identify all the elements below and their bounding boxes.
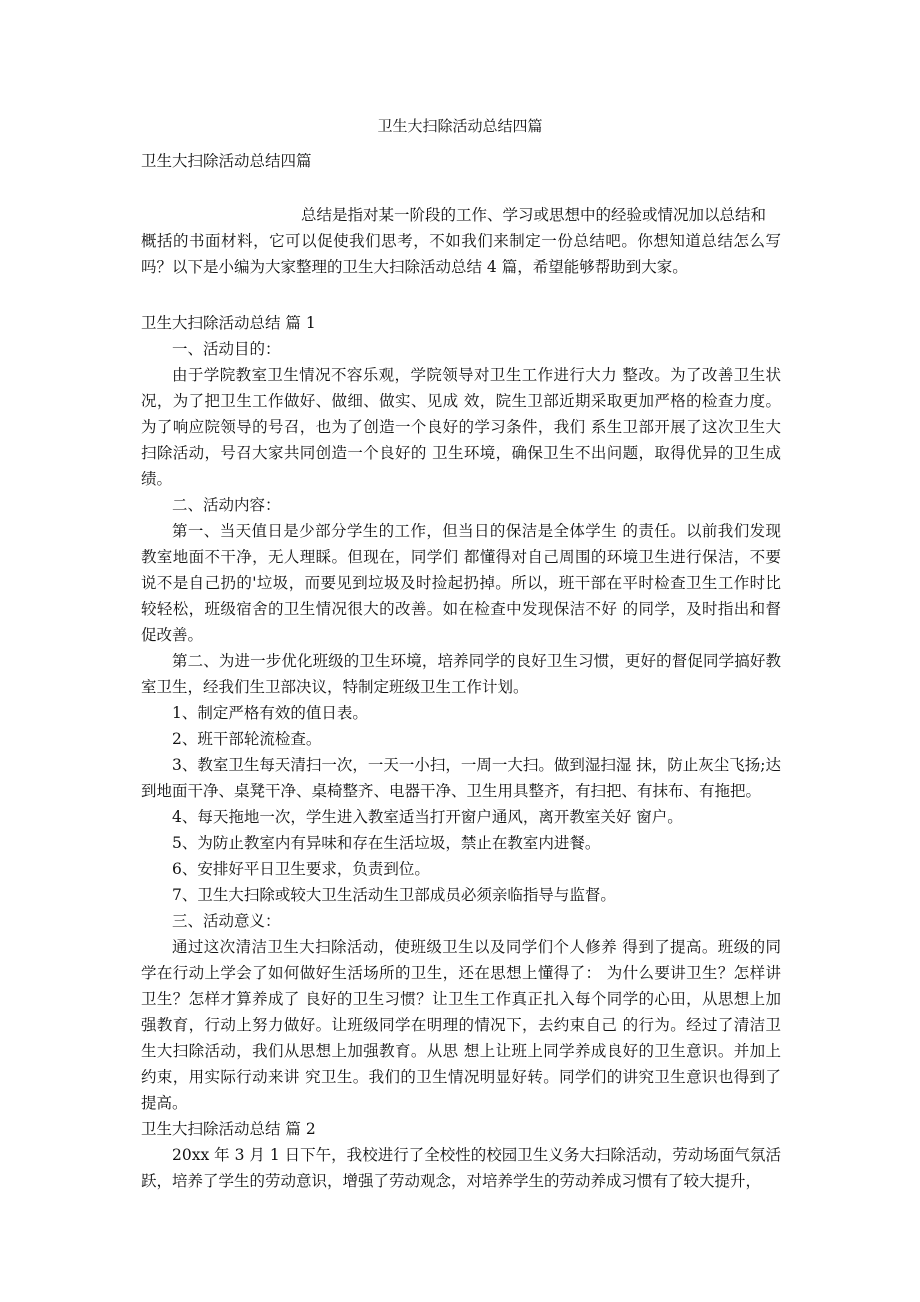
content-heading: 二、活动内容： [172, 496, 281, 514]
section-1 [141, 310, 781, 1194]
intro-lead: 总结是指对某一阶段的工作、学习或思想中的经验或情况加以总结和 [301, 206, 767, 224]
list-item: 4、每天拖地一次，学生进入教室适当打开窗户通风，离开教室关好 窗户。 [172, 808, 683, 826]
intro-block [141, 202, 781, 280]
purpose-heading: 一、活动目的： [172, 340, 281, 358]
section-2-heading: 卫生大扫除活动总结 篇 2 [141, 1120, 316, 1138]
list-item: 5、为防止教室内有异味和存在生活垃圾，禁止在教室内进餐。 [172, 834, 601, 852]
subtitle-text: 卫生大扫除活动总结四篇 [141, 152, 312, 170]
content-paragraph-2: 第二、为进一步优化班级的卫生环境，培养同学的良好卫生习惯，更好的督促同学搞好教室卫生，经我们生卫部决议，特制定班级卫生工作计划。 [141, 652, 781, 696]
list-item: 1、制定严格有效的值日表。 [172, 704, 368, 722]
list-item: 6、安排好平日卫生要求，负责到位。 [172, 860, 430, 878]
section-1-heading: 卫生大扫除活动总结 篇 1 [141, 314, 316, 332]
list-item: 7、卫生大扫除或较大卫生活动生卫部成员必须亲临指导与监督。 [172, 886, 616, 904]
intro-rest: 概括的书面材料，它可以促使我们思考，不如我们来制定一份总结吧。你想知道总结怎么写吗？以下是小编为大家整理的卫生大扫除活动总结 4 篇，希望能够帮助到大家。 [141, 232, 781, 276]
purpose-text: 由于学院教室卫生情况不容乐观，学院领导对卫生工作进行大力 整改。为了改善卫生状况，为了把卫生工作做好、做细、做实、见成 效，院生卫部近期采取更加严格的检查力度。为了响应院领导的号召，也为了创造一个良好的学习条件，我们 系生卫部开展了这次卫生大扫除活动，号召大家共同创造一个良好的 卫生环境，确保卫生不出问题，取得优异的卫生成绩。 [141, 366, 781, 488]
meaning-heading: 三、活动意义： [172, 912, 281, 930]
document-subtitle [141, 148, 781, 174]
section-2-text: 20xx 年 3 月 1 日下午，我校进行了全校性的校园卫生义务大扫除活动，劳动场面气氛活跃，培养了学生的劳动意识，增强了劳动观念，对培养学生的劳动养成习惯有了较大提升， [141, 1146, 781, 1190]
list-item: 3、教室卫生每天清扫一次，一天一小扫，一周一大扫。做到湿扫湿 抹，防止灰尘飞扬;达到地面干净、桌凳干净、桌椅整齐、电器干净、卫生用具整齐，有扫把、有抹布、有拖把。 [141, 756, 782, 800]
list-item: 2、班干部轮流检查。 [172, 730, 322, 748]
content-paragraph-1: 第一、当天值日是少部分学生的工作，但当日的保洁是全体学生 的责任。以前我们发现教室地面不干净，无人理睬。但现在，同学们 都懂得对自己周围的环境卫生进行保洁，不要说不是自己扔的'垃圾，而要见到垃圾及时捡起扔掉。所以，班干部在平时检查卫生工作时比 较轻松，班级宿舍的卫生情况很大的改善。如在检查中发现保洁不好 的同学，及时指出和督促改善。 [141, 522, 781, 644]
meaning-text: 通过这次清洁卫生大扫除活动，使班级卫生以及同学们个人修养 得到了提高。班级的同学在行动上学会了如何做好生活场所的卫生，还在思想上懂得了： 为什么要讲卫生？怎样讲卫生？怎样才算养成了 良好的卫生习惯？让卫生工作真正扎入每个同学的心田，从思想上加 强教育，行动上努力做好。让班级同学在明理的情况下，去约束自己 的行为。经过了清洁卫生大扫除活动，我们从思想上加强教育。从思 想上让班上同学养成良好的卫生意识。并加上约束，用实际行动来讲 究卫生。我们的卫生情况明显好转。同学们的讲究卫生意识也得到了 提高。 [141, 938, 781, 1112]
document-title: 卫生大扫除活动总结四篇 [377, 117, 543, 135]
